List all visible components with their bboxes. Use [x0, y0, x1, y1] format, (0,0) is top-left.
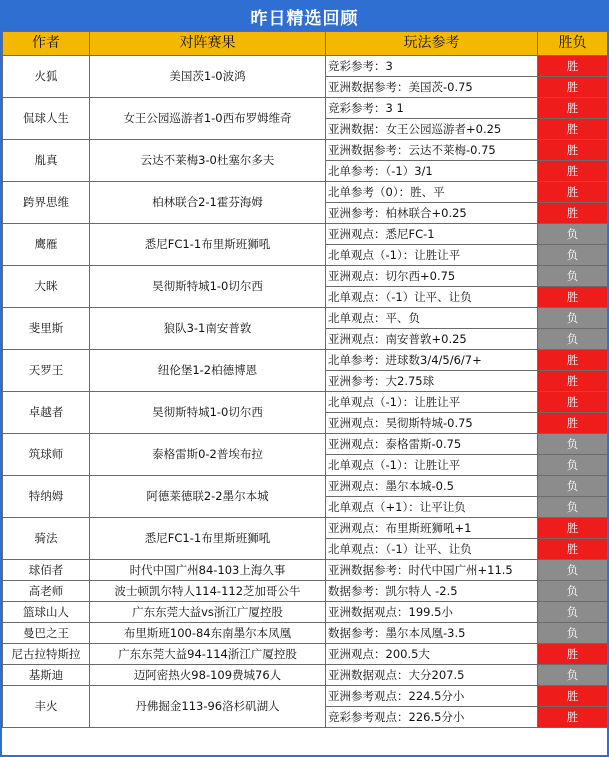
- author-cell: 卓越者: [3, 392, 90, 434]
- page-title: 昨日精选回顾: [2, 2, 607, 31]
- header-tip: 玩法参考: [326, 32, 538, 56]
- table-row: [3, 140, 608, 161]
- tip-cell: 亚洲参考：柏林联合+0.25: [326, 203, 538, 224]
- tip-cell: 竞彩参考观点：226.5分小: [326, 707, 538, 728]
- picks-table: [2, 31, 608, 728]
- tip-cell: 亚洲数据参考：时代中国广州+11.5: [326, 560, 538, 581]
- lose-badge: 负: [538, 623, 608, 644]
- table-row: [3, 581, 608, 602]
- lose-badge: 负: [538, 308, 608, 329]
- table-row: [3, 392, 608, 413]
- win-badge: 胜: [538, 56, 608, 77]
- author-cell: 骑法: [3, 518, 90, 560]
- author-cell: 火狐: [3, 56, 90, 98]
- tip-cell: 亚洲参考观点：224.5分小: [326, 686, 538, 707]
- lose-badge: 负: [538, 245, 608, 266]
- tip-cell: 亚洲数据：女王公园巡游者+0.25: [326, 119, 538, 140]
- author-cell: 斐里斯: [3, 308, 90, 350]
- author-cell: 曼巴之王: [3, 623, 90, 644]
- match-result-cell: 悉尼FC1-1布里斯班狮吼: [90, 224, 326, 266]
- author-cell: 侃球人生: [3, 98, 90, 140]
- author-cell: 基斯迪: [3, 665, 90, 686]
- table-row: [3, 686, 608, 707]
- author-cell: 高老师: [3, 581, 90, 602]
- win-badge: 胜: [538, 644, 608, 665]
- match-result-cell: 悉尼FC1-1布里斯班狮吼: [90, 518, 326, 560]
- match-result-cell: 泰格雷斯0-2普埃布拉: [90, 434, 326, 476]
- author-cell: 鹰雁: [3, 224, 90, 266]
- match-result-cell: 女王公园巡游者1-0西布罗姆维奇: [90, 98, 326, 140]
- win-badge: 胜: [538, 203, 608, 224]
- tip-cell: 亚洲观点：昊彻斯特城-0.75: [326, 413, 538, 434]
- tip-cell: 北单观点（+1）：让平让负: [326, 497, 538, 518]
- author-cell: 筑球师: [3, 434, 90, 476]
- tip-cell: 亚洲观点：布里斯班狮吼+1: [326, 518, 538, 539]
- author-cell: 天罗王: [3, 350, 90, 392]
- lose-badge: 负: [538, 560, 608, 581]
- win-badge: 胜: [538, 287, 608, 308]
- win-badge: 胜: [538, 539, 608, 560]
- lose-badge: 负: [538, 266, 608, 287]
- win-badge: 胜: [538, 77, 608, 98]
- author-cell: 尼古拉特斯拉: [3, 644, 90, 665]
- win-badge: 胜: [538, 350, 608, 371]
- win-badge: 胜: [538, 707, 608, 728]
- tip-cell: 亚洲观点：切尔西+0.75: [326, 266, 538, 287]
- tip-cell: 北单观点（-1）：让胜让平: [326, 455, 538, 476]
- table-row: [3, 308, 608, 329]
- win-badge: 胜: [538, 518, 608, 539]
- tip-cell: 北单参考（0）：胜、平: [326, 182, 538, 203]
- tip-cell: 数据参考：墨尔本凤凰-3.5: [326, 623, 538, 644]
- tip-cell: 北单参考：进球数3/4/5/6/7+: [326, 350, 538, 371]
- match-result-cell: 狼队3-1南安普敦: [90, 308, 326, 350]
- tip-cell: 竞彩参考：3 1: [326, 98, 538, 119]
- win-badge: 胜: [538, 392, 608, 413]
- table-header-row: [3, 32, 608, 56]
- table-row: [3, 434, 608, 455]
- match-result-cell: 美国茨1-0波鸿: [90, 56, 326, 98]
- table-row: [3, 182, 608, 203]
- lose-badge: 负: [538, 224, 608, 245]
- tip-cell: 竞彩参考：3: [326, 56, 538, 77]
- author-cell: 篮球山人: [3, 602, 90, 623]
- header-match: 对阵赛果: [90, 32, 326, 56]
- author-cell: 跨界思维: [3, 182, 90, 224]
- table-row: [3, 350, 608, 371]
- lose-badge: 负: [538, 581, 608, 602]
- lose-badge: 负: [538, 602, 608, 623]
- tip-cell: 亚洲数据观点：大分207.5: [326, 665, 538, 686]
- tip-cell: 北单观点（-1）：让胜让平: [326, 245, 538, 266]
- tip-cell: 亚洲数据参考：云达不莱梅-0.75: [326, 140, 538, 161]
- win-badge: 胜: [538, 413, 608, 434]
- tip-cell: 亚洲观点：泰格雷斯-0.75: [326, 434, 538, 455]
- author-cell: 球佰者: [3, 560, 90, 581]
- author-cell: 丰火: [3, 686, 90, 728]
- table-row: [3, 224, 608, 245]
- tip-cell: 亚洲观点：南安普敦+0.25: [326, 329, 538, 350]
- match-result-cell: 波士顿凯尔特人114-112芝加哥公牛: [90, 581, 326, 602]
- tip-cell: 亚洲观点：墨尔本城-0.5: [326, 476, 538, 497]
- table-row: [3, 623, 608, 644]
- tip-cell: 亚洲参考：大2.75球: [326, 371, 538, 392]
- author-cell: 大眯: [3, 266, 90, 308]
- lose-badge: 负: [538, 497, 608, 518]
- table-body: [3, 56, 608, 728]
- match-result-cell: 广东东莞大益94-114浙江广厦控股: [90, 644, 326, 665]
- lose-badge: 负: [538, 665, 608, 686]
- table-row: [3, 665, 608, 686]
- win-badge: 胜: [538, 119, 608, 140]
- match-result-cell: 丹佛掘金113-96洛杉矶湖人: [90, 686, 326, 728]
- match-result-cell: 广东东莞大益vs浙江广厦控股: [90, 602, 326, 623]
- lose-badge: 负: [538, 329, 608, 350]
- tip-cell: 北单观点（-1）：让胜让平: [326, 392, 538, 413]
- lose-badge: 负: [538, 434, 608, 455]
- win-badge: 胜: [538, 161, 608, 182]
- tip-cell: 亚洲观点：200.5大: [326, 644, 538, 665]
- tip-cell: 北单观点：（-1）让平、让负: [326, 287, 538, 308]
- tip-cell: 北单参考：（-1）3/1: [326, 161, 538, 182]
- table-row: [3, 266, 608, 287]
- match-result-cell: 昊彻斯特城1-0切尔西: [90, 266, 326, 308]
- win-badge: 胜: [538, 182, 608, 203]
- win-badge: 胜: [538, 98, 608, 119]
- tip-cell: 北单观点：（-1）让平、让负: [326, 539, 538, 560]
- table-row: [3, 560, 608, 581]
- tip-cell: 数据参考：凯尔特人 -2.5: [326, 581, 538, 602]
- tip-cell: 亚洲数据观点：199.5小: [326, 602, 538, 623]
- author-cell: 特纳姆: [3, 476, 90, 518]
- table-row: [3, 56, 608, 77]
- table-row: [3, 644, 608, 665]
- tip-cell: 北单观点：平、负: [326, 308, 538, 329]
- lose-badge: 负: [538, 476, 608, 497]
- table-row: [3, 518, 608, 539]
- match-result-cell: 阿德莱德联2-2墨尔本城: [90, 476, 326, 518]
- win-badge: 胜: [538, 371, 608, 392]
- match-result-cell: 迈阿密热火98-109费城76人: [90, 665, 326, 686]
- match-result-cell: 昊彻斯特城1-0切尔西: [90, 392, 326, 434]
- win-badge: 胜: [538, 686, 608, 707]
- header-author: 作者: [3, 32, 90, 56]
- win-badge: 胜: [538, 140, 608, 161]
- table-row: [3, 476, 608, 497]
- tip-cell: 亚洲数据参考：美国茨-0.75: [326, 77, 538, 98]
- match-result-cell: 云达不莱梅3-0杜塞尔多夫: [90, 140, 326, 182]
- match-result-cell: 柏林联合2-1霍芬海姆: [90, 182, 326, 224]
- tip-cell: 亚洲观点：悉尼FC-1: [326, 224, 538, 245]
- match-result-cell: 布里斯班100-84东南墨尔本凤凰: [90, 623, 326, 644]
- header-result: 胜负: [538, 32, 608, 56]
- author-cell: 胤真: [3, 140, 90, 182]
- match-result-cell: 纽伦堡1-2柏德博恩: [90, 350, 326, 392]
- match-result-cell: 时代中国广州84-103上海久事: [90, 560, 326, 581]
- lose-badge: 负: [538, 455, 608, 476]
- table-row: [3, 602, 608, 623]
- table-row: [3, 98, 608, 119]
